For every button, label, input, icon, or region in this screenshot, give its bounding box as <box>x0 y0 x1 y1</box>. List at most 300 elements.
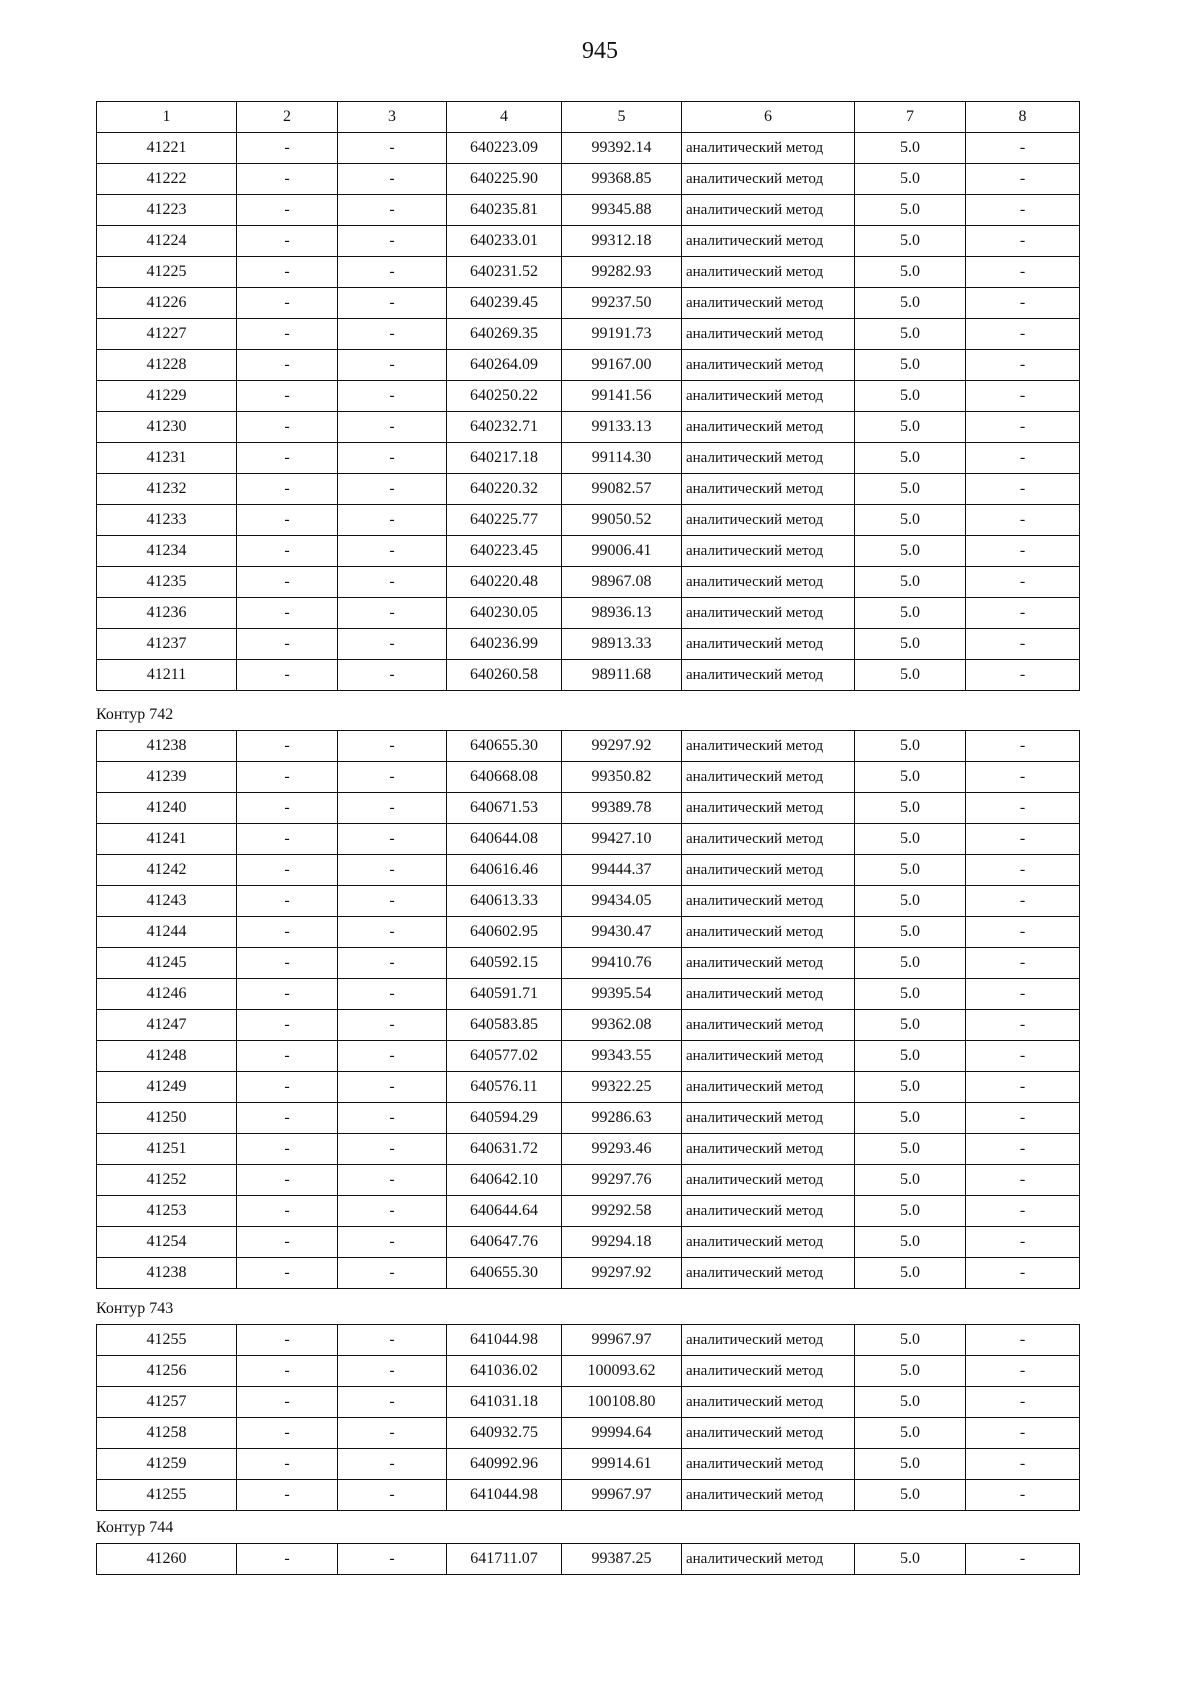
table-cell: 5.0 <box>855 979 966 1010</box>
table-cell: - <box>966 979 1080 1010</box>
table-cell: 640231.52 <box>447 257 562 288</box>
table-cell: 641044.98 <box>447 1325 562 1356</box>
table-cell: - <box>966 288 1080 319</box>
table-cell: 99312.18 <box>562 226 682 257</box>
table-cell: - <box>338 474 447 505</box>
page-number: 945 <box>582 38 618 64</box>
table-cell: - <box>966 886 1080 917</box>
table-cell: - <box>338 1418 447 1449</box>
table-cell: - <box>338 886 447 917</box>
table-cell: 640583.85 <box>447 1010 562 1041</box>
table-cell: 41257 <box>97 1387 237 1418</box>
table-cell: 99133.13 <box>562 412 682 443</box>
table-cell: - <box>966 917 1080 948</box>
table-cell: 640992.96 <box>447 1449 562 1480</box>
table-cell: 5.0 <box>855 855 966 886</box>
table-cell: - <box>237 948 338 979</box>
table-cell: - <box>237 824 338 855</box>
table-cell: 5.0 <box>855 731 966 762</box>
table-cell: 640220.32 <box>447 474 562 505</box>
table-cell: 41238 <box>97 731 237 762</box>
table-cell: - <box>237 1165 338 1196</box>
table-cell: аналитический метод <box>682 536 855 567</box>
table-cell: 640232.71 <box>447 412 562 443</box>
table-row <box>97 1449 1080 1480</box>
table-cell: 640655.30 <box>447 731 562 762</box>
table-cell: аналитический метод <box>682 1356 855 1387</box>
table-cell: 5.0 <box>855 824 966 855</box>
table-row <box>97 1072 1080 1103</box>
table-cell: 41252 <box>97 1165 237 1196</box>
table-cell: 5.0 <box>855 1196 966 1227</box>
table-cell: аналитический метод <box>682 443 855 474</box>
table-cell: - <box>237 164 338 195</box>
table-cell: - <box>966 1041 1080 1072</box>
table-cell: - <box>237 598 338 629</box>
table-cell: аналитический метод <box>682 288 855 319</box>
table-cell: 41243 <box>97 886 237 917</box>
table-cell: 5.0 <box>855 443 966 474</box>
table-cell: 41234 <box>97 536 237 567</box>
table-cell: аналитический метод <box>682 1165 855 1196</box>
table-row <box>97 1010 1080 1041</box>
table-cell: - <box>338 257 447 288</box>
table-cell: - <box>966 1103 1080 1134</box>
table-cell: 640644.64 <box>447 1196 562 1227</box>
table-cell: - <box>338 226 447 257</box>
table-cell: - <box>338 1165 447 1196</box>
table-cell: - <box>338 195 447 226</box>
table-row <box>97 660 1080 691</box>
table-cell: 98913.33 <box>562 629 682 660</box>
column-header: 3 <box>338 102 447 133</box>
table-cell: 640220.48 <box>447 567 562 598</box>
table-cell: 41244 <box>97 917 237 948</box>
table-cell: 41247 <box>97 1010 237 1041</box>
table-cell: 99237.50 <box>562 288 682 319</box>
table-cell: - <box>237 1258 338 1289</box>
table-cell: - <box>966 1480 1080 1511</box>
table-cell: аналитический метод <box>682 1134 855 1165</box>
table-cell: аналитический метод <box>682 917 855 948</box>
table-cell: - <box>966 793 1080 824</box>
table-cell: аналитический метод <box>682 1418 855 1449</box>
table-cell: 640225.90 <box>447 164 562 195</box>
table-cell: 41246 <box>97 979 237 1010</box>
table-cell: 5.0 <box>855 948 966 979</box>
table-cell: - <box>966 567 1080 598</box>
table-cell: аналитический метод <box>682 505 855 536</box>
table-cell: - <box>237 350 338 381</box>
table-cell: аналитический метод <box>682 660 855 691</box>
table-cell: - <box>966 598 1080 629</box>
table-row <box>97 1258 1080 1289</box>
table-cell: 99994.64 <box>562 1418 682 1449</box>
table-cell: 41237 <box>97 629 237 660</box>
table-cell: 41245 <box>97 948 237 979</box>
table-cell: 5.0 <box>855 505 966 536</box>
table-cell: 99967.97 <box>562 1325 682 1356</box>
table-cell: 99006.41 <box>562 536 682 567</box>
table-cell: 5.0 <box>855 350 966 381</box>
table-cell: - <box>237 1418 338 1449</box>
table-cell: - <box>338 1544 447 1575</box>
table-cell: 41254 <box>97 1227 237 1258</box>
table-cell: 41256 <box>97 1356 237 1387</box>
table-cell: аналитический метод <box>682 1010 855 1041</box>
table-header-row <box>97 102 1080 133</box>
table-cell: - <box>237 1072 338 1103</box>
table-cell: 5.0 <box>855 319 966 350</box>
table-cell: 640239.45 <box>447 288 562 319</box>
table-cell: 5.0 <box>855 133 966 164</box>
table-cell: - <box>966 350 1080 381</box>
table-cell: аналитический метод <box>682 1449 855 1480</box>
table-cell: - <box>966 257 1080 288</box>
table-cell: - <box>237 731 338 762</box>
table-row <box>97 1227 1080 1258</box>
table-row <box>97 1134 1080 1165</box>
column-header: 7 <box>855 102 966 133</box>
table-cell: - <box>237 1196 338 1227</box>
table-cell: аналитический метод <box>682 855 855 886</box>
table-cell: 5.0 <box>855 536 966 567</box>
table-cell: 640233.01 <box>447 226 562 257</box>
table-cell: 41225 <box>97 257 237 288</box>
table-cell: - <box>237 1449 338 1480</box>
table-cell: 41250 <box>97 1103 237 1134</box>
table-cell: аналитический метод <box>682 948 855 979</box>
table <box>96 1543 1080 1575</box>
table-cell: - <box>966 1165 1080 1196</box>
table-cell: аналитический метод <box>682 257 855 288</box>
table-cell: - <box>966 381 1080 412</box>
table-cell: аналитический метод <box>682 793 855 824</box>
table-cell: 41230 <box>97 412 237 443</box>
table-row <box>97 855 1080 886</box>
table-cell: - <box>338 917 447 948</box>
table-cell: аналитический метод <box>682 412 855 443</box>
table-cell: 640642.10 <box>447 1165 562 1196</box>
table-cell: - <box>338 855 447 886</box>
table-cell: - <box>338 381 447 412</box>
table-cell: - <box>966 629 1080 660</box>
table-cell: аналитический метод <box>682 381 855 412</box>
table-cell: 41223 <box>97 195 237 226</box>
table-cell: 99434.05 <box>562 886 682 917</box>
table-cell: 99082.57 <box>562 474 682 505</box>
table-cell: - <box>966 319 1080 350</box>
table-cell: 640655.30 <box>447 1258 562 1289</box>
table-cell: 41236 <box>97 598 237 629</box>
table-cell: 99322.25 <box>562 1072 682 1103</box>
column-header: 2 <box>237 102 338 133</box>
table-row <box>97 824 1080 855</box>
table-cell: - <box>966 1072 1080 1103</box>
table-row <box>97 917 1080 948</box>
table-cell: - <box>966 443 1080 474</box>
table-cell: - <box>338 567 447 598</box>
table-cell: 98911.68 <box>562 660 682 691</box>
table-cell: 640576.11 <box>447 1072 562 1103</box>
table-cell: 5.0 <box>855 1449 966 1480</box>
table-row <box>97 793 1080 824</box>
table-cell: 99141.56 <box>562 381 682 412</box>
table-cell: 641711.07 <box>447 1544 562 1575</box>
table-cell: 41239 <box>97 762 237 793</box>
table-cell: аналитический метод <box>682 567 855 598</box>
table-cell: - <box>237 381 338 412</box>
table-cell: 5.0 <box>855 598 966 629</box>
table-cell: 640592.15 <box>447 948 562 979</box>
table-cell: - <box>338 660 447 691</box>
table-cell: 41211 <box>97 660 237 691</box>
table-cell: 99343.55 <box>562 1041 682 1072</box>
table-cell: - <box>237 660 338 691</box>
table-cell: - <box>966 1258 1080 1289</box>
table-cell: 5.0 <box>855 226 966 257</box>
table-cell: аналитический метод <box>682 979 855 1010</box>
table-cell: 41224 <box>97 226 237 257</box>
table-cell: - <box>966 660 1080 691</box>
table <box>96 101 1080 691</box>
table-row <box>97 226 1080 257</box>
table-cell: - <box>338 629 447 660</box>
table-cell: - <box>237 886 338 917</box>
table-cell: - <box>338 1356 447 1387</box>
table-cell: - <box>237 505 338 536</box>
table-cell: 99427.10 <box>562 824 682 855</box>
table-cell: - <box>237 1103 338 1134</box>
table-row <box>97 381 1080 412</box>
table-cell: - <box>237 629 338 660</box>
table-cell: 98967.08 <box>562 567 682 598</box>
table-cell: аналитический метод <box>682 1325 855 1356</box>
table-cell: - <box>237 257 338 288</box>
table-cell: - <box>338 164 447 195</box>
table-cell: 99297.92 <box>562 1258 682 1289</box>
table-cell: - <box>338 536 447 567</box>
table-cell: 99293.46 <box>562 1134 682 1165</box>
table-cell: 5.0 <box>855 1258 966 1289</box>
table-cell: - <box>966 1325 1080 1356</box>
table-cell: - <box>237 979 338 1010</box>
table-cell: - <box>966 948 1080 979</box>
table-cell: - <box>338 1449 447 1480</box>
table-cell: 99395.54 <box>562 979 682 1010</box>
table-cell: аналитический метод <box>682 1480 855 1511</box>
table-cell: 640613.33 <box>447 886 562 917</box>
table-cell: - <box>338 598 447 629</box>
table-row <box>97 319 1080 350</box>
coordinates-table-main <box>96 101 1079 691</box>
table-cell: 5.0 <box>855 1103 966 1134</box>
table-cell: 5.0 <box>855 164 966 195</box>
table-cell: аналитический метод <box>682 1041 855 1072</box>
table-cell: - <box>237 917 338 948</box>
table-cell: аналитический метод <box>682 731 855 762</box>
table-cell: - <box>338 824 447 855</box>
table-cell: аналитический метод <box>682 133 855 164</box>
table-cell: 5.0 <box>855 629 966 660</box>
table-cell: 641044.98 <box>447 1480 562 1511</box>
table-cell: 5.0 <box>855 917 966 948</box>
table-cell: 100108.80 <box>562 1387 682 1418</box>
table-cell: - <box>338 288 447 319</box>
table-cell: 99387.25 <box>562 1544 682 1575</box>
table-cell: 99294.18 <box>562 1227 682 1258</box>
table-row <box>97 1196 1080 1227</box>
table-row <box>97 762 1080 793</box>
table-cell: - <box>237 762 338 793</box>
column-header: 6 <box>682 102 855 133</box>
table-cell: - <box>338 1387 447 1418</box>
table-cell: 640594.29 <box>447 1103 562 1134</box>
table-cell: 641036.02 <box>447 1356 562 1387</box>
table-cell: - <box>966 474 1080 505</box>
table-cell: аналитический метод <box>682 1227 855 1258</box>
column-header: 8 <box>966 102 1080 133</box>
table-cell: 640577.02 <box>447 1041 562 1072</box>
table-cell: - <box>237 226 338 257</box>
table-cell: 640631.72 <box>447 1134 562 1165</box>
table-cell: - <box>966 855 1080 886</box>
table-cell: 640932.75 <box>447 1418 562 1449</box>
table-cell: 5.0 <box>855 1134 966 1165</box>
table-cell: - <box>338 1227 447 1258</box>
table-cell: - <box>237 1134 338 1165</box>
table-cell: аналитический метод <box>682 195 855 226</box>
table-cell: - <box>237 536 338 567</box>
table-cell: 5.0 <box>855 1418 966 1449</box>
column-header: 4 <box>447 102 562 133</box>
table-cell: 41227 <box>97 319 237 350</box>
table-cell: 5.0 <box>855 886 966 917</box>
contour-label: Контур 743 <box>96 1300 174 1317</box>
table-cell: 41251 <box>97 1134 237 1165</box>
table-row <box>97 536 1080 567</box>
table-cell: 41229 <box>97 381 237 412</box>
table <box>96 730 1080 1289</box>
table-cell: 5.0 <box>855 660 966 691</box>
table-row <box>97 1165 1080 1196</box>
column-header: 1 <box>97 102 237 133</box>
table-cell: - <box>966 133 1080 164</box>
table-cell: 99362.08 <box>562 1010 682 1041</box>
table-row <box>97 164 1080 195</box>
table-cell: - <box>966 1134 1080 1165</box>
table-cell: 99297.92 <box>562 731 682 762</box>
table-cell: - <box>338 1196 447 1227</box>
table-cell: - <box>338 319 447 350</box>
table-cell: 41221 <box>97 133 237 164</box>
table-cell: 41255 <box>97 1480 237 1511</box>
table-cell: - <box>237 288 338 319</box>
table-cell: - <box>966 1544 1080 1575</box>
table-cell: 41241 <box>97 824 237 855</box>
table-cell: 640217.18 <box>447 443 562 474</box>
table-row <box>97 567 1080 598</box>
table-row <box>97 1418 1080 1449</box>
table-cell: аналитический метод <box>682 474 855 505</box>
table-cell: 41260 <box>97 1544 237 1575</box>
table-cell: 5.0 <box>855 1387 966 1418</box>
table-cell: аналитический метод <box>682 226 855 257</box>
table-cell: 5.0 <box>855 412 966 443</box>
table-cell: - <box>966 1387 1080 1418</box>
table-cell: - <box>237 855 338 886</box>
table-cell: - <box>338 1258 447 1289</box>
table-cell: 41222 <box>97 164 237 195</box>
table-cell: 5.0 <box>855 288 966 319</box>
table-cell: 5.0 <box>855 1480 966 1511</box>
table-cell: 99430.47 <box>562 917 682 948</box>
table-cell: 640230.05 <box>447 598 562 629</box>
table-row <box>97 948 1080 979</box>
table-cell: 99444.37 <box>562 855 682 886</box>
table-row <box>97 1356 1080 1387</box>
table-cell: - <box>237 1544 338 1575</box>
table-cell: - <box>237 793 338 824</box>
table-cell: аналитический метод <box>682 824 855 855</box>
table-cell: 640223.09 <box>447 133 562 164</box>
table-cell: - <box>237 133 338 164</box>
table-cell: - <box>966 195 1080 226</box>
table-cell: - <box>338 1010 447 1041</box>
table-cell: 640591.71 <box>447 979 562 1010</box>
table-cell: 99286.63 <box>562 1103 682 1134</box>
table-cell: аналитический метод <box>682 1072 855 1103</box>
table-cell: 640647.76 <box>447 1227 562 1258</box>
table-cell: - <box>338 793 447 824</box>
table-row <box>97 350 1080 381</box>
table-cell: 99392.14 <box>562 133 682 164</box>
table-row <box>97 1387 1080 1418</box>
table-cell: 99345.88 <box>562 195 682 226</box>
table-cell: 99167.00 <box>562 350 682 381</box>
table-cell: 640236.99 <box>447 629 562 660</box>
table-cell: - <box>966 1196 1080 1227</box>
table-row <box>97 474 1080 505</box>
table-cell: аналитический метод <box>682 319 855 350</box>
table-cell: 41226 <box>97 288 237 319</box>
table-cell: аналитический метод <box>682 598 855 629</box>
table-cell: - <box>966 1356 1080 1387</box>
table-cell: 99114.30 <box>562 443 682 474</box>
table-row <box>97 598 1080 629</box>
table-cell: 5.0 <box>855 1544 966 1575</box>
table-cell: 640644.08 <box>447 824 562 855</box>
table-cell: 99967.97 <box>562 1480 682 1511</box>
table-cell: 5.0 <box>855 1072 966 1103</box>
table-row <box>97 133 1080 164</box>
table-cell: - <box>338 1103 447 1134</box>
table-cell: 99297.76 <box>562 1165 682 1196</box>
table-cell: - <box>338 443 447 474</box>
table-cell: - <box>966 536 1080 567</box>
table-row <box>97 195 1080 226</box>
table-cell: - <box>338 1325 447 1356</box>
table-cell: - <box>966 1227 1080 1258</box>
table-cell: 641031.18 <box>447 1387 562 1418</box>
table-cell: - <box>237 412 338 443</box>
table-cell: - <box>966 1418 1080 1449</box>
table-cell: 5.0 <box>855 195 966 226</box>
table-cell: аналитический метод <box>682 629 855 660</box>
table-cell: 41242 <box>97 855 237 886</box>
table-cell: - <box>237 1227 338 1258</box>
table-cell: 41255 <box>97 1325 237 1356</box>
